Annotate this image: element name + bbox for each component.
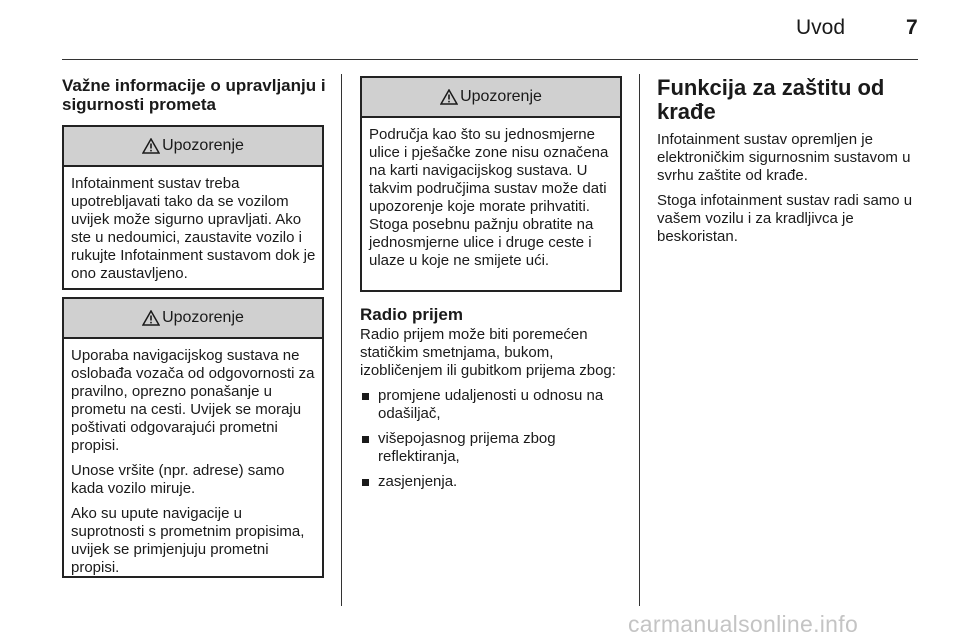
warning-box-3-text: Područja kao što su jednosmjerne ulice i pješačke zone nisu označena na karti navigacijskog sustava. U takvim područjima sustav može dati upozorenje koje morate prihvatiti. Stoga posebnu pažnju obratite na jednosmjerne ulice i druge ceste i ulaze u koje ne smijete ući.: [369, 126, 609, 269]
warning-box-2-text-1: Uporaba navigacijskog sustava ne oslobađa vozača od odgovornosti za pravilno, oprezno ponašanje u prometu na cesti. Uvijek se moraju poštivati odgovarajući prometni propisi.: [71, 347, 315, 454]
list-item: [360, 430, 622, 466]
list-item: [360, 473, 622, 491]
anti-theft-section: [657, 131, 919, 253]
header-divider: [62, 59, 918, 60]
bullet-icon: [362, 393, 369, 400]
warning-box-2-text-3: Ako su upute navigacije u suprotnosti s prometnim propisima, uvijek se primjenjuju prometni propisi.: [71, 505, 305, 576]
page-number: 7: [906, 16, 918, 39]
radio-intro: Radio prijem može biti poremećen statičkim smetnjama, bukom, izobličenjem ili gubitkom prijema zbog:: [360, 326, 616, 379]
page-header-title: Uvod: [796, 16, 846, 39]
warning-box-1-text: Infotainment sustav treba upotrebljavati tako da se vozilom uvijek može sigurno upravljati. Ako ste u nedoumici, zaustavite vozilo i rukujte Infotainment sustavom dok je ono zaustavljeno.: [71, 175, 316, 282]
anti-theft-text-2: Stoga infotainment sustav radi samo u vašem vozilu i za kradljivca je beskoristan.: [657, 192, 913, 245]
warning-box-3-body: [362, 118, 620, 270]
list-item-text: promjene udaljenosti u odnosu na odašiljač,: [378, 387, 604, 422]
warning-box-2-title: Upozorenje: [162, 309, 244, 326]
warning-box-2: [62, 297, 324, 578]
warning-box-3: [360, 76, 622, 292]
warning-triangle-icon: [440, 89, 458, 105]
section-heading-radio: Radio prijem: [360, 305, 463, 324]
radio-section: [360, 326, 622, 498]
warning-box-1-body: [64, 167, 322, 283]
section-heading-safety: Važne informacije o upravljanju i sigurnosti prometa: [62, 76, 326, 114]
list-item: [360, 387, 622, 423]
warning-box-3-title: Upozorenje: [460, 88, 542, 105]
radio-causes-list: [360, 387, 622, 491]
column-divider-right: [639, 74, 640, 606]
warning-box-1-header: [64, 127, 322, 167]
warning-box-2-body: [64, 339, 322, 577]
bullet-icon: [362, 436, 369, 443]
list-item-text: višepojasnog prijema zbog reflektiranja,: [378, 430, 556, 465]
warning-triangle-icon: [142, 138, 160, 154]
warning-box-2-text-2: Unose vršite (npr. adrese) samo kada vozilo miruje.: [71, 462, 285, 497]
warning-box-1: [62, 125, 324, 290]
warning-box-1-title: Upozorenje: [162, 137, 244, 154]
section-heading-anti-theft: Funkcija za zaštitu od krađe: [657, 75, 885, 124]
warning-triangle-icon: [142, 310, 160, 326]
warning-box-3-header: [362, 78, 620, 118]
watermark: carmanualsonline.info: [628, 611, 859, 637]
bullet-icon: [362, 479, 369, 486]
column-divider-left: [341, 74, 342, 606]
list-item-text: zasjenjenja.: [378, 473, 458, 490]
warning-box-2-header: [64, 299, 322, 339]
anti-theft-text-1: Infotainment sustav opremljen je elektroničkim sigurnosnim sustavom u svrhu zaštite od krađe.: [657, 131, 911, 184]
